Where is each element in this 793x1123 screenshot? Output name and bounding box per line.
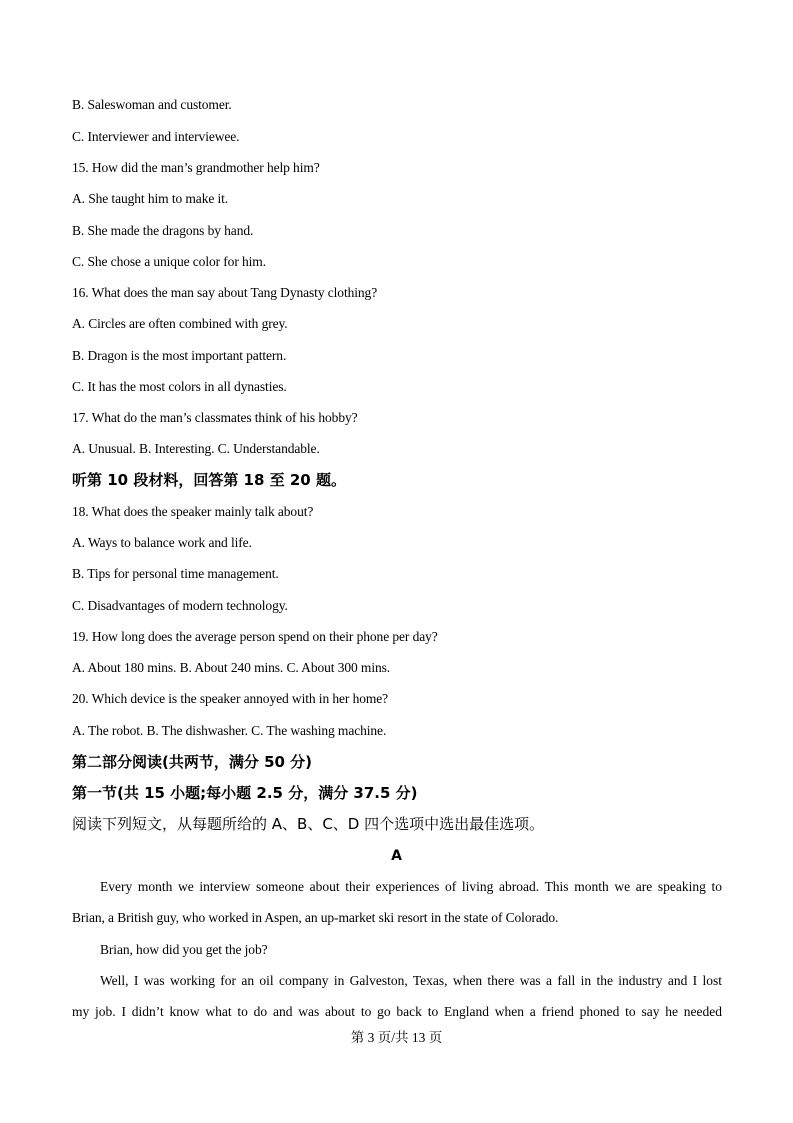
- section-one-heading: 第一节(共 15 小题;每小题 2.5 分，满分 37.5 分): [72, 784, 418, 802]
- page-footer: 第 3 页/共 13 页: [350, 1030, 443, 1045]
- question-18: 18. What does the speaker mainly talk about?: [72, 504, 314, 519]
- option-c-16: C. It has the most colors in all dynasties.: [72, 379, 287, 394]
- reading-instruction: 阅读下列短文，从每题所给的 A、B、C、D 四个选项中选出最佳选项。: [72, 815, 545, 833]
- passage-p1-line1: Every month we interview someone about their experiences of living abroad. This month we are speaking to: [100, 879, 722, 894]
- question-17: 17. What do the man’s classmates think of his hobby?: [72, 410, 358, 425]
- option-a-15: A. She taught him to make it.: [72, 191, 229, 206]
- option-b-14: B. Saleswoman and customer.: [72, 97, 232, 112]
- passage-question: Brian, how did you get the job?: [100, 942, 268, 957]
- passage-p1-line2: Brian, a British guy, who worked in Aspen, an up-market ski resort in the state of Colorado.: [72, 910, 559, 925]
- passage-p3-line2: my job. I didn’t know what to do and was about to go back to England when a friend phoned to say he needed: [72, 1004, 722, 1019]
- option-a-18: A. Ways to balance work and life.: [72, 535, 252, 550]
- option-b-16: B. Dragon is the most important pattern.: [72, 348, 287, 363]
- part-two-heading: 第二部分阅读(共两节，满分 50 分): [72, 753, 313, 771]
- question-16: 16. What does the man say about Tang Dynasty clothing?: [72, 285, 378, 300]
- option-b-15: B. She made the dragons by hand.: [72, 223, 254, 238]
- passage-p3-line1: Well, I was working for an oil company in Galveston, Texas, when there was a fall in the industry and I lost: [100, 973, 722, 988]
- options-17: A. Unusual. B. Interesting. C. Understandable.: [72, 441, 320, 456]
- question-15: 15. How did the man’s grandmother help him?: [72, 160, 320, 175]
- option-c-14: C. Interviewer and interviewee.: [72, 129, 240, 144]
- option-b-18: B. Tips for personal time management.: [72, 566, 279, 581]
- options-20: A. The robot. B. The dishwasher. C. The washing machine.: [72, 723, 387, 738]
- section-instruction-10: 听第 10 段材料，回答第 18 至 20 题。: [72, 471, 346, 489]
- option-a-16: A. Circles are often combined with grey.: [72, 316, 288, 331]
- passage-heading: A: [391, 848, 402, 864]
- option-c-15: C. She chose a unique color for him.: [72, 254, 266, 269]
- option-c-18: C. Disadvantages of modern technology.: [72, 598, 288, 613]
- question-19: 19. How long does the average person spend on their phone per day?: [72, 629, 438, 644]
- question-20: 20. Which device is the speaker annoyed with in her home?: [72, 691, 389, 706]
- options-19: A. About 180 mins. B. About 240 mins. C. About 300 mins.: [72, 660, 391, 675]
